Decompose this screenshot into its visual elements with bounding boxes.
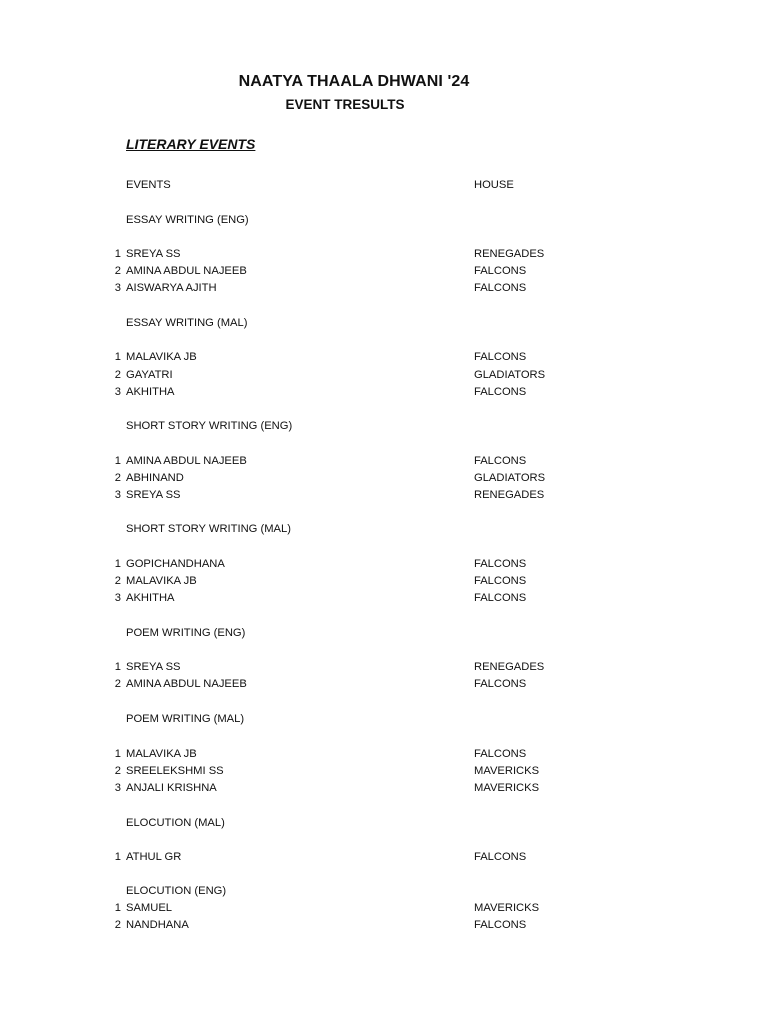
result-row (0, 556, 768, 573)
result-row (0, 367, 768, 384)
event-heading (0, 212, 768, 229)
result-name: SREYA SS (126, 661, 181, 673)
result-rank: 2 (114, 919, 121, 931)
result-name: AMINA ABDUL NAJEEB (126, 455, 247, 467)
result-house: FALCONS (474, 351, 527, 363)
result-name: AKHITHA (126, 592, 175, 604)
result-rank: 2 (114, 369, 121, 381)
result-name: ATHUL GR (126, 851, 182, 863)
event-name: ELOCUTION (ENG) (126, 885, 227, 897)
result-name: SAMUEL (126, 902, 173, 914)
result-row (0, 917, 768, 934)
result-row (0, 676, 768, 693)
events-column-header: EVENTS (126, 179, 171, 191)
result-house: FALCONS (474, 678, 527, 690)
result-rank: 1 (114, 661, 121, 673)
result-name: SREELEKSHMI SS (126, 765, 224, 777)
column-header-row (0, 177, 768, 194)
result-row (0, 659, 768, 676)
result-name: MALAVIKA JB (126, 351, 197, 363)
event-heading (0, 883, 768, 900)
result-house: FALCONS (474, 455, 527, 467)
result-house: FALCONS (474, 386, 527, 398)
result-rank: 1 (114, 351, 121, 363)
result-row (0, 780, 768, 797)
result-name: AMINA ABDUL NAJEEB (126, 265, 247, 277)
result-rank: 2 (114, 265, 121, 277)
result-house: RENEGADES (474, 661, 545, 673)
event-heading (0, 711, 768, 728)
result-name: SREYA SS (126, 248, 181, 260)
result-house: MAVERICKS (474, 902, 540, 914)
result-house: FALCONS (474, 592, 527, 604)
result-house: FALCONS (474, 558, 527, 570)
result-rank: 3 (114, 782, 121, 794)
result-house: GLADIATORS (474, 472, 546, 484)
result-row (0, 349, 768, 366)
result-name: SREYA SS (126, 489, 181, 501)
result-row (0, 849, 768, 866)
result-house: FALCONS (474, 748, 527, 760)
result-rank: 2 (114, 678, 121, 690)
result-house: RENEGADES (474, 489, 545, 501)
result-name: GAYATRI (126, 369, 173, 381)
result-house: FALCONS (474, 919, 527, 931)
result-rank: 2 (114, 575, 121, 587)
result-name: MALAVIKA JB (126, 748, 197, 760)
result-row (0, 746, 768, 763)
event-name: ESSAY WRITING (MAL) (126, 317, 248, 329)
result-row (0, 280, 768, 297)
result-rank: 1 (114, 851, 121, 863)
house-column-header: HOUSE (474, 179, 514, 191)
event-heading (0, 418, 768, 435)
result-house: FALCONS (474, 575, 527, 587)
result-row (0, 263, 768, 280)
result-row (0, 453, 768, 470)
result-rank: 3 (114, 489, 121, 501)
result-name: MALAVIKA JB (126, 575, 197, 587)
document-title: NAATYA THAALA DHWANI '24 (238, 73, 470, 90)
result-rank: 1 (114, 558, 121, 570)
event-name: ESSAY WRITING (ENG) (126, 214, 249, 226)
result-rank: 2 (114, 472, 121, 484)
event-heading (0, 815, 768, 832)
event-heading (0, 625, 768, 642)
result-row (0, 763, 768, 780)
document-subtitle: EVENT TRESULTS (285, 97, 405, 112)
event-name: ELOCUTION (MAL) (126, 817, 225, 829)
event-name: SHORT STORY WRITING (ENG) (126, 420, 293, 432)
result-row (0, 246, 768, 263)
result-row (0, 590, 768, 607)
result-name: NANDHANA (126, 919, 189, 931)
event-name: SHORT STORY WRITING (MAL) (126, 523, 291, 535)
result-name: AKHITHA (126, 386, 175, 398)
result-house: GLADIATORS (474, 369, 546, 381)
result-house: RENEGADES (474, 248, 545, 260)
result-rank: 3 (114, 282, 121, 294)
result-name: ABHINAND (126, 472, 184, 484)
result-rank: 1 (114, 902, 121, 914)
section-title: LITERARY EVENTS (126, 136, 256, 152)
result-house: MAVERICKS (474, 765, 540, 777)
result-rank: 1 (114, 248, 121, 260)
result-row (0, 487, 768, 504)
result-name: AMINA ABDUL NAJEEB (126, 678, 247, 690)
result-rank: 3 (114, 386, 121, 398)
result-house: FALCONS (474, 851, 527, 863)
result-rank: 1 (114, 748, 121, 760)
result-row (0, 470, 768, 487)
result-name: GOPICHANDHANA (126, 558, 225, 570)
event-heading (0, 315, 768, 332)
result-rank: 2 (114, 765, 121, 777)
result-name: AISWARYA AJITH (126, 282, 217, 294)
event-name: POEM WRITING (ENG) (126, 627, 246, 639)
result-rank: 3 (114, 592, 121, 604)
result-name: ANJALI KRISHNA (126, 782, 217, 794)
result-house: FALCONS (474, 282, 527, 294)
result-row (0, 384, 768, 401)
result-rank: 1 (114, 455, 121, 467)
result-row (0, 573, 768, 590)
result-row (0, 900, 768, 917)
result-house: FALCONS (474, 265, 527, 277)
result-house: MAVERICKS (474, 782, 540, 794)
event-heading (0, 521, 768, 538)
event-name: POEM WRITING (MAL) (126, 713, 245, 725)
